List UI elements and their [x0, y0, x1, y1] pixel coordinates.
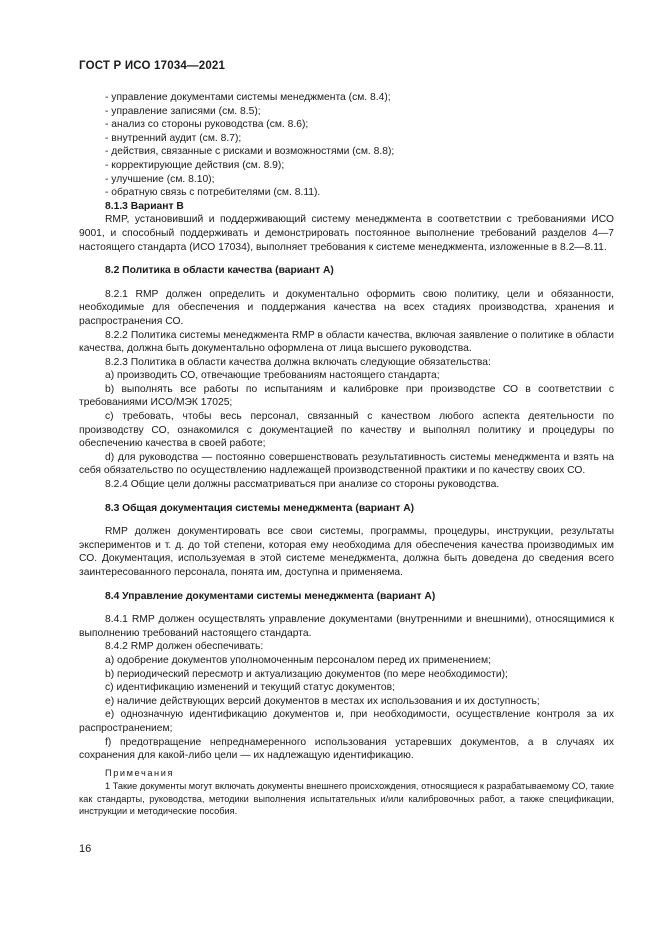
paragraph: 8.2.1 RMP должен определить и документально оформить свою политику, цели и обязанности, необходимые для обеспечения и поддержания качества на всех стадиях производства, хранения и распространения СО. — [79, 288, 614, 327]
section-heading-8-3: 8.3 Общая документация системы менеджмента (вариант А) — [105, 502, 415, 514]
paragraph: RMP должен документировать все свои системы, программы, процедуры, инструкции, результаты экспериментов и т. д. до той степени, которая ему необходима для обеспечения качества производимых им СО. Документация, используемая в этой системе менеджмента, должна быть доведена до сведения всего заинтересованного персонала, понята им, доступна и применяема. — [79, 526, 614, 578]
notes-title: Примечания — [105, 767, 175, 778]
paragraph: 8.4.2 RMP должен обеспечивать: — [105, 641, 264, 653]
bullet-item: - обратную связь с потребителями (см. 8.11). — [105, 187, 321, 199]
list-item: е) наличие действующих версий документов в местах их использования и их доступность; — [105, 695, 540, 707]
list-item: а) производить СО, отвечающие требованиям настоящего стандарта; — [105, 370, 440, 382]
bullet-item: - управление документами системы менеджмента (см. 8.4); — [105, 92, 391, 103]
section-heading-8-4: 8.4 Управление документами системы менеджмента (вариант А) — [105, 590, 436, 602]
bullet-item: - анализ со стороны руководства (см. 8.6); — [105, 119, 309, 131]
list-item: с) идентификацию изменений и текущий статус документов; — [105, 682, 395, 694]
page-header: ГОСТ Р ИСО 17034—2021 — [79, 60, 226, 72]
list-item: f) предотвращение непреднамеренного использования устаревших документов, а в случаях их сохранения для какой-либо цели — их надлежащую идентификацию. — [79, 736, 614, 762]
list-item: е) однозначную идентификацию документов и, при необходимости, осуществление контроля за их распространением; — [79, 709, 614, 734]
list-item: b) выполнять все работы по испытаниям и калибровке при производстве СО в соответствии с требованиями ИСО/МЭК 17025; — [79, 383, 614, 409]
page-number: 16 — [79, 843, 92, 855]
paragraph: 8.4.1 RMP должен осуществлять управление документами (внутренними и внешними), относящимися к выполнению требований настоящего стандарта. — [79, 614, 614, 639]
paragraph: 8.2.3 Политика в области качества должна включать следующие обязательства: — [105, 356, 491, 368]
bullet-item: - действия, связанные с рисками и возможностями (см. 8.8); — [105, 146, 395, 158]
section-heading-8-2: 8.2 Политика в области качества (вариант А) — [105, 265, 334, 277]
bullet-item: - внутренний аудит (см. 8.7); — [105, 132, 242, 144]
paragraph: 8.2.2 Политика системы менеджмента RMP в области качества, включая заявление о политике в области качества, должна быть документально оформлена от лица высшего руководства. — [79, 329, 614, 355]
page-content — [79, 91, 614, 818]
list-item: с) требовать, чтобы весь персонал, связанный с качеством любого аспекта деятельности по производству СО, ознакомился с документацией по качеству и выполнял политику и процедуры по обеспечению качества в своей работе; — [79, 411, 614, 450]
list-item: b) периодический пересмотр и актуализацию документов (по мере необходимости); — [105, 668, 508, 680]
list-item: а) одобрение документов уполномоченным персоналом перед их применением; — [105, 654, 491, 666]
bullet-item: - управление записями (см. 8.5); — [105, 105, 261, 117]
bullet-item: - корректирующие действия (см. 8.9); — [105, 159, 285, 171]
paragraph: RMP, установивший и поддерживающий систему менеджмента в соответствии с требованиями ИСО 9001, и способный поддерживать и демонстрировать постоянное выполнение требований разделов 4—7 настоящего стандарта (ИСО 17034), выполняет требования к системе менеджмента, изложенные в 8.2—8.11. — [79, 214, 614, 253]
section-heading-8-1-3: 8.1.3 Вариант В — [105, 200, 184, 212]
paragraph: 8.2.4 Общие цели должны рассматриваться при анализе со стороны руководства. — [105, 479, 500, 491]
bullet-item: - улучшение (см. 8.10); — [105, 173, 215, 185]
note: 1 Такие документы могут включать документы внешнего происхождения, относящиеся к разрабатываемому СО, такие как стандарты, руководства, методики выполнения испытательных и/или калибровочных работ, а также спецификации, инструкции и методические пособия. — [79, 781, 614, 817]
list-item: d) для руководства — постоянно совершенствовать результативность системы менеджмента и взять на себя обязательство по осуществлению надлежащей производственной практики и по качеству своих СО. — [79, 451, 614, 477]
